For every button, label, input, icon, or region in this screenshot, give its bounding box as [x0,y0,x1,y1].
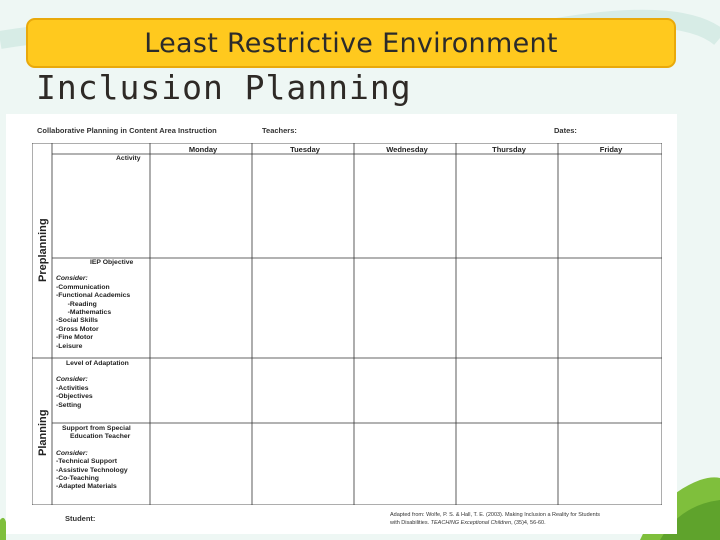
title-banner [26,18,676,68]
list-item: -Reading [62,300,97,308]
consider-label: Consider: [56,376,88,384]
day-wednesday: Wednesday [386,145,428,154]
support-cell [56,425,131,492]
citation-line-2 [390,520,600,528]
day-tuesday: Tuesday [290,145,320,154]
list-item: -Gross Motor [56,325,99,333]
day-monday: Monday [188,145,218,154]
list-item: -Functional Academics [56,292,131,300]
list-item: -Objectives [56,393,93,401]
list-item: -Social Skills [56,317,98,325]
citation-prefix: with Disabilities. [390,519,431,526]
list-item: -Fine Motor [56,334,93,342]
day-thursday: Thursday [492,145,526,154]
section-preplanning: Preplanning [37,218,49,282]
dates-label: Dates: [554,126,577,135]
consider-label: Consider: [56,449,88,457]
row-label-level-of-adaptation: Level of Adaptation [66,360,129,367]
list-item: -Leisure [56,342,83,350]
list-item: -Assistive Technology [56,466,128,474]
row-label-support: Support from Special [62,425,131,432]
planning-form [6,114,677,534]
list-item: -Activities [56,384,89,392]
row-label-activity: Activity [116,155,141,162]
form-heading: Collaborative Planning in Content Area Instruction [37,126,217,135]
list-item: -Setting [56,401,82,409]
row-label-support-2: Education Teacher [70,433,131,441]
adaptation-cell [56,360,129,410]
slide-title: Least Restrictive Environment [144,27,558,59]
citation-journal: TEACHING Exceptional Children [430,519,512,526]
student-label: Student: [65,514,96,523]
iep-objective-cell [56,259,133,351]
citation [390,512,600,527]
section-planning: Planning [37,409,49,456]
list-item: -Adapted Materials [56,483,117,491]
citation-suffix: , (35)4, 56-60. [511,519,546,526]
list-item: -Co-Teaching [56,475,99,483]
consider-label: Consider: [56,275,88,283]
teachers-label: Teachers: [262,126,297,135]
row-label-iep-objective: IEP Objective [90,259,134,266]
day-friday: Friday [599,145,623,154]
list-item: -Communication [56,283,110,291]
list-item: -Technical Support [56,458,118,466]
citation-line-1: Adapted from: Wolfe, P. S. & Hall, T. E. (2003). Making Inclusion a Reality for Students [390,512,601,518]
list-item: -Mathematics [62,309,112,317]
slide-subtitle: Inclusion Planning [36,68,412,107]
